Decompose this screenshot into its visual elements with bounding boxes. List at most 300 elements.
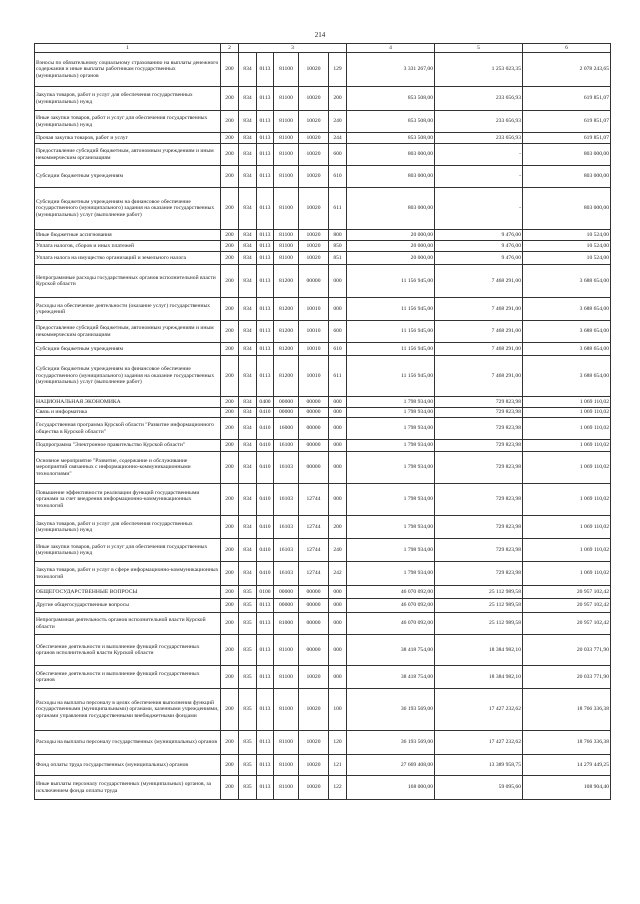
code-3: 0410 <box>257 408 274 418</box>
value-executed: 9 476,00 <box>435 252 523 265</box>
code-1: 200 <box>221 599 239 613</box>
table-row <box>35 241 611 252</box>
row-name: Уплата налога на имущество организаций и земельного налога <box>35 252 221 265</box>
code-6: 851 <box>329 252 347 265</box>
code-6: 610 <box>329 343 347 356</box>
value-remaining: 1 069 110,02 <box>523 484 611 516</box>
value-executed: 25 112 989,58 <box>435 613 523 635</box>
code-3: 0400 <box>257 397 274 408</box>
code-6: 600 <box>329 321 347 343</box>
table-row <box>35 562 611 586</box>
code-3: 0113 <box>257 166 274 188</box>
row-name: Субсидии бюджетным учреждениям на финансовое обеспечение государственного (муниципального) задания на оказание государственных (муниципальных) услуг (выполнение работ) <box>35 356 221 397</box>
code-2: 834 <box>239 111 257 133</box>
table-row <box>35 613 611 635</box>
value-executed: 729 823,98 <box>435 452 523 484</box>
code-1: 200 <box>221 397 239 408</box>
value-approved: 1 798 934,00 <box>347 516 435 539</box>
table-row <box>35 689 611 731</box>
code-4: 16103 <box>274 516 299 539</box>
value-approved: 3 331 267,00 <box>347 53 435 87</box>
value-approved: 11 156 945,00 <box>347 298 435 321</box>
value-approved: 1 798 934,00 <box>347 408 435 418</box>
code-6: 611 <box>329 188 347 230</box>
table-row <box>35 731 611 755</box>
code-3: 0410 <box>257 452 274 484</box>
code-2: 834 <box>239 484 257 516</box>
code-3: 0113 <box>257 689 274 731</box>
code-1: 200 <box>221 111 239 133</box>
code-5: 10020 <box>299 188 329 230</box>
code-4: 16103 <box>274 539 299 562</box>
row-name: Обеспечение деятельности и выполнение функций государственных органов исполнительной власти Курской области <box>35 635 221 666</box>
row-name: Предоставление субсидий бюджетным, автономным учреждениям и иным некоммерческим организациям <box>35 144 221 166</box>
code-1: 200 <box>221 635 239 666</box>
header-col-6: 6 <box>523 44 611 53</box>
value-executed: 729 823,98 <box>435 418 523 440</box>
code-6: 000 <box>329 452 347 484</box>
value-executed: 7 468 291,00 <box>435 265 523 298</box>
code-1: 200 <box>221 133 239 144</box>
value-executed: 1 253 023,35 <box>435 53 523 87</box>
code-4: 81100 <box>274 776 299 800</box>
code-4: 16100 <box>274 440 299 452</box>
value-executed: 18 384 982,10 <box>435 666 523 689</box>
code-3: 0410 <box>257 539 274 562</box>
code-3: 0113 <box>257 356 274 397</box>
code-5: 00000 <box>299 452 329 484</box>
table-row <box>35 755 611 776</box>
code-3: 0113 <box>257 265 274 298</box>
code-4: 81100 <box>274 755 299 776</box>
row-name: ОБЩЕГОСУДАРСТВЕННЫЕ ВОПРОСЫ <box>35 586 221 599</box>
code-5: 12744 <box>299 484 329 516</box>
code-4: 81100 <box>274 666 299 689</box>
code-2: 834 <box>239 562 257 586</box>
value-approved: 46 070 092,00 <box>347 586 435 599</box>
row-name: Уплата налогов, сборов и иных платежей <box>35 241 221 252</box>
value-remaining: 20 033 771,90 <box>523 635 611 666</box>
value-approved: 46 070 092,00 <box>347 599 435 613</box>
table-row <box>35 666 611 689</box>
code-6: 121 <box>329 755 347 776</box>
table-row <box>35 321 611 343</box>
code-6: 000 <box>329 613 347 635</box>
table-row <box>35 87 611 111</box>
code-2: 834 <box>239 408 257 418</box>
value-remaining: 10 524,00 <box>523 252 611 265</box>
value-executed: 25 112 989,58 <box>435 599 523 613</box>
value-remaining: 803 000,00 <box>523 144 611 166</box>
row-name: Закупка товаров, работ и услуг для обеспечения государственных (муниципальных) нужд <box>35 516 221 539</box>
value-executed: 729 823,98 <box>435 408 523 418</box>
code-4: 00000 <box>274 586 299 599</box>
value-remaining: 20 957 102,42 <box>523 613 611 635</box>
row-name: Повышение эффективности реализации функций государственными органами за счет внедрения информационно-коммуникационных технологий <box>35 484 221 516</box>
row-name: Государственная программа Курской области "Развитие информационного общества в Курской области" <box>35 418 221 440</box>
code-2: 834 <box>239 133 257 144</box>
code-1: 200 <box>221 562 239 586</box>
table-row <box>35 230 611 241</box>
code-3: 0410 <box>257 418 274 440</box>
value-approved: 1 798 934,00 <box>347 397 435 408</box>
code-1: 200 <box>221 188 239 230</box>
code-4: 81200 <box>274 298 299 321</box>
code-4: 81100 <box>274 144 299 166</box>
code-4: 00000 <box>274 397 299 408</box>
table-row <box>35 452 611 484</box>
code-6: 000 <box>329 484 347 516</box>
code-3: 0113 <box>257 298 274 321</box>
code-4: 81100 <box>274 87 299 111</box>
code-4: 81100 <box>274 689 299 731</box>
table-row <box>35 516 611 539</box>
page-number: 214 <box>314 31 326 39</box>
code-3: 0113 <box>257 144 274 166</box>
value-executed: 7 468 291,00 <box>435 298 523 321</box>
code-5: 10020 <box>299 689 329 731</box>
code-1: 200 <box>221 418 239 440</box>
code-6: 000 <box>329 265 347 298</box>
code-4: 81200 <box>274 321 299 343</box>
code-5: 10020 <box>299 230 329 241</box>
code-2: 834 <box>239 539 257 562</box>
code-2: 834 <box>239 252 257 265</box>
code-2: 834 <box>239 144 257 166</box>
code-5: 12744 <box>299 516 329 539</box>
code-5: 12744 <box>299 562 329 586</box>
code-5: 00000 <box>299 586 329 599</box>
value-executed: 233 656,93 <box>435 87 523 111</box>
row-name: Расходы на выплаты персоналу в целях обеспечения выполнения функций государственными (муниципальными) органами, казенными учреждениями, органами управления государственными внебюджетными фондами <box>35 689 221 731</box>
row-name: Субсидии бюджетным учреждениям <box>35 343 221 356</box>
code-6: 242 <box>329 562 347 586</box>
code-1: 200 <box>221 343 239 356</box>
code-4: 81100 <box>274 166 299 188</box>
code-6: 000 <box>329 586 347 599</box>
code-2: 835 <box>239 666 257 689</box>
code-2: 834 <box>239 440 257 452</box>
value-approved: 1 798 934,00 <box>347 484 435 516</box>
value-approved: 1 798 934,00 <box>347 539 435 562</box>
value-remaining: 1 069 110,02 <box>523 562 611 586</box>
code-6: 000 <box>329 298 347 321</box>
row-name: Прочая закупка товаров, работ и услуг <box>35 133 221 144</box>
code-3: 0113 <box>257 111 274 133</box>
code-4: 00000 <box>274 408 299 418</box>
value-executed: 25 112 989,58 <box>435 586 523 599</box>
code-2: 835 <box>239 635 257 666</box>
value-remaining: 803 000,00 <box>523 166 611 188</box>
row-name: Связь и информатика <box>35 408 221 418</box>
row-name: Закупка товаров, работ и услуг для обеспечения государственных (муниципальных) нужд <box>35 87 221 111</box>
code-2: 834 <box>239 298 257 321</box>
code-3: 0113 <box>257 87 274 111</box>
code-5: 00000 <box>299 599 329 613</box>
code-5: 00000 <box>299 440 329 452</box>
code-1: 200 <box>221 516 239 539</box>
value-executed: 7 468 291,00 <box>435 321 523 343</box>
code-4: 16103 <box>274 452 299 484</box>
value-executed: - <box>435 166 523 188</box>
code-1: 200 <box>221 265 239 298</box>
row-name: Расходы на обеспечение деятельности (оказание услуг) государственных учреждений <box>35 298 221 321</box>
code-1: 200 <box>221 53 239 87</box>
table-row <box>35 408 611 418</box>
code-1: 200 <box>221 87 239 111</box>
value-approved: 36 193 569,00 <box>347 731 435 755</box>
table-row <box>35 298 611 321</box>
code-4: 81100 <box>274 252 299 265</box>
value-approved: 46 070 092,00 <box>347 613 435 635</box>
code-6: 200 <box>329 516 347 539</box>
value-remaining: 20 033 771,90 <box>523 666 611 689</box>
code-1: 200 <box>221 298 239 321</box>
value-remaining: 1 069 110,02 <box>523 408 611 418</box>
code-3: 0410 <box>257 562 274 586</box>
value-approved: 38 418 754,00 <box>347 666 435 689</box>
code-6: 610 <box>329 166 347 188</box>
value-remaining: 18 766 336,38 <box>523 731 611 755</box>
code-3: 0410 <box>257 484 274 516</box>
value-remaining: 10 524,00 <box>523 241 611 252</box>
code-6: 000 <box>329 440 347 452</box>
code-1: 200 <box>221 356 239 397</box>
code-3: 0113 <box>257 188 274 230</box>
value-approved: 11 156 945,00 <box>347 356 435 397</box>
value-remaining: 1 069 110,02 <box>523 418 611 440</box>
value-remaining: 18 766 336,38 <box>523 689 611 731</box>
row-name: Основное мероприятие "Развитие, содержание и обслуживание мероприятий связанных с информационно-коммуникационными технологиями" <box>35 452 221 484</box>
value-executed: 729 823,98 <box>435 397 523 408</box>
code-4: 81100 <box>274 731 299 755</box>
code-6: 800 <box>329 230 347 241</box>
code-2: 834 <box>239 418 257 440</box>
code-3: 0113 <box>257 599 274 613</box>
value-remaining: 3 688 654,00 <box>523 321 611 343</box>
code-4: 16103 <box>274 562 299 586</box>
table-row <box>35 440 611 452</box>
row-name: Иные бюджетные ассигнования <box>35 230 221 241</box>
code-2: 834 <box>239 516 257 539</box>
code-2: 834 <box>239 166 257 188</box>
value-remaining: 619 851,07 <box>523 133 611 144</box>
code-3: 0100 <box>257 586 274 599</box>
row-name: Подпрограмма "Электронное правительство Курской области" <box>35 440 221 452</box>
code-4: 81100 <box>274 241 299 252</box>
row-name: Иные закупки товаров, работ и услуг для обеспечения государственных (муниципальных) нужд <box>35 111 221 133</box>
value-approved: 803 000,00 <box>347 144 435 166</box>
value-remaining: 1 069 110,02 <box>523 539 611 562</box>
code-4: 81100 <box>274 53 299 87</box>
code-5: 10020 <box>299 144 329 166</box>
row-name: НАЦИОНАЛЬНАЯ ЭКОНОМИКА <box>35 397 221 408</box>
code-2: 834 <box>239 356 257 397</box>
value-approved: 27 669 408,00 <box>347 755 435 776</box>
code-5: 10020 <box>299 53 329 87</box>
table-row <box>35 166 611 188</box>
value-remaining: 803 000,00 <box>523 188 611 230</box>
value-remaining: 1 069 110,02 <box>523 440 611 452</box>
code-6: 611 <box>329 356 347 397</box>
table-row <box>35 356 611 397</box>
header-col-1: 1 <box>35 44 221 53</box>
value-approved: 38 418 754,00 <box>347 635 435 666</box>
code-6: 000 <box>329 666 347 689</box>
code-1: 200 <box>221 666 239 689</box>
value-approved: 1 798 934,00 <box>347 440 435 452</box>
row-name: Иные закупки товаров, работ и услуг для обеспечения государственных (муниципальных) нужд <box>35 539 221 562</box>
code-5: 10020 <box>299 241 329 252</box>
value-approved: 1 798 934,00 <box>347 562 435 586</box>
code-6: 000 <box>329 397 347 408</box>
code-1: 200 <box>221 731 239 755</box>
code-3: 0113 <box>257 252 274 265</box>
code-2: 835 <box>239 613 257 635</box>
value-executed: 233 656,93 <box>435 133 523 144</box>
code-3: 0113 <box>257 776 274 800</box>
table-row <box>35 484 611 516</box>
code-4: 81200 <box>274 343 299 356</box>
header-col-3: 3 <box>239 44 347 53</box>
value-executed: 18 384 982,10 <box>435 635 523 666</box>
value-executed: 9 476,00 <box>435 241 523 252</box>
code-6: 122 <box>329 776 347 800</box>
value-approved: 11 156 945,00 <box>347 321 435 343</box>
code-3: 0410 <box>257 516 274 539</box>
code-3: 0113 <box>257 230 274 241</box>
code-1: 200 <box>221 408 239 418</box>
value-executed: 729 823,98 <box>435 562 523 586</box>
value-executed: 7 468 291,00 <box>435 343 523 356</box>
code-3: 0410 <box>257 440 274 452</box>
header-col-4: 4 <box>347 44 435 53</box>
code-1: 200 <box>221 586 239 599</box>
code-2: 835 <box>239 731 257 755</box>
code-1: 200 <box>221 321 239 343</box>
code-5: 12744 <box>299 539 329 562</box>
value-remaining: 14 279 449,25 <box>523 755 611 776</box>
code-5: 10010 <box>299 298 329 321</box>
value-approved: 11 156 945,00 <box>347 265 435 298</box>
code-5: 10020 <box>299 87 329 111</box>
code-2: 835 <box>239 776 257 800</box>
code-3: 0113 <box>257 53 274 87</box>
value-executed: 17 427 232,62 <box>435 689 523 731</box>
code-3: 0113 <box>257 635 274 666</box>
code-6: 120 <box>329 731 347 755</box>
table-row <box>35 418 611 440</box>
row-name: Взносы по обязательному социальному страхованию на выплаты денежного содержания и иные выплаты работникам государственных (муниципальных) органов <box>35 53 221 87</box>
table-row <box>35 53 611 87</box>
row-name: Непрограммная деятельность органов исполнительной власти Курской области <box>35 613 221 635</box>
value-remaining: 619 851,07 <box>523 87 611 111</box>
value-remaining: 2 078 243,65 <box>523 53 611 87</box>
code-3: 0113 <box>257 343 274 356</box>
value-executed: 729 823,98 <box>435 440 523 452</box>
table-row <box>35 111 611 133</box>
code-4: 81100 <box>274 133 299 144</box>
table-row <box>35 133 611 144</box>
code-3: 0113 <box>257 666 274 689</box>
code-6: 200 <box>329 87 347 111</box>
value-remaining: 3 688 654,00 <box>523 265 611 298</box>
code-5: 10020 <box>299 755 329 776</box>
row-name: Фонд оплаты труда государственных (муниципальных) органов <box>35 755 221 776</box>
code-1: 200 <box>221 452 239 484</box>
code-5: 00000 <box>299 397 329 408</box>
row-name: Расходы на выплаты персоналу государственных (муниципальных) органов <box>35 731 221 755</box>
value-remaining: 20 957 102,42 <box>523 599 611 613</box>
table-row <box>35 539 611 562</box>
value-approved: 803 000,00 <box>347 188 435 230</box>
table-row <box>35 776 611 800</box>
code-4: 16103 <box>274 484 299 516</box>
code-1: 200 <box>221 539 239 562</box>
code-3: 0113 <box>257 613 274 635</box>
code-6: 100 <box>329 689 347 731</box>
code-1: 200 <box>221 613 239 635</box>
value-remaining: 3 688 654,00 <box>523 343 611 356</box>
code-5: 10020 <box>299 666 329 689</box>
table-row <box>35 144 611 166</box>
code-5: 00000 <box>299 408 329 418</box>
code-3: 0113 <box>257 241 274 252</box>
value-executed: - <box>435 144 523 166</box>
code-1: 200 <box>221 440 239 452</box>
table-row <box>35 265 611 298</box>
code-2: 834 <box>239 87 257 111</box>
value-remaining: 108 904,40 <box>523 776 611 800</box>
code-5: 10020 <box>299 166 329 188</box>
value-remaining: 3 688 654,00 <box>523 298 611 321</box>
code-5: 10010 <box>299 343 329 356</box>
table-row <box>35 188 611 230</box>
code-1: 200 <box>221 241 239 252</box>
code-1: 200 <box>221 484 239 516</box>
code-6: 000 <box>329 599 347 613</box>
code-3: 0113 <box>257 321 274 343</box>
code-1: 200 <box>221 252 239 265</box>
code-6: 244 <box>329 133 347 144</box>
table-row <box>35 343 611 356</box>
value-remaining: 10 524,00 <box>523 230 611 241</box>
code-6: 600 <box>329 144 347 166</box>
value-executed: - <box>435 188 523 230</box>
code-1: 200 <box>221 144 239 166</box>
value-approved: 20 000,00 <box>347 252 435 265</box>
table-row <box>35 397 611 408</box>
code-2: 834 <box>239 265 257 298</box>
row-name: Закупка товаров, работ и услуг в сфере информационно-коммуникационных технологий <box>35 562 221 586</box>
value-approved: 853 508,00 <box>347 87 435 111</box>
header-col-2: 2 <box>221 44 239 53</box>
value-remaining: 3 688 654,00 <box>523 356 611 397</box>
table-row <box>35 586 611 599</box>
code-2: 834 <box>239 343 257 356</box>
row-name: Субсидии бюджетным учреждениям на финансовое обеспечение государственного (муниципального) задания на оказание государственных (муниципальных) услуг (выполнение работ) <box>35 188 221 230</box>
value-approved: 36 193 569,00 <box>347 689 435 731</box>
value-remaining: 20 957 102,42 <box>523 586 611 599</box>
code-6: 240 <box>329 111 347 133</box>
code-1: 200 <box>221 755 239 776</box>
code-4: 81100 <box>274 230 299 241</box>
code-2: 834 <box>239 321 257 343</box>
row-name: Иные выплаты персоналу государственных (муниципальных) органов, за исключением фонда оплаты труда <box>35 776 221 800</box>
value-executed: 7 468 291,00 <box>435 356 523 397</box>
code-2: 835 <box>239 755 257 776</box>
value-approved: 853 508,00 <box>347 133 435 144</box>
